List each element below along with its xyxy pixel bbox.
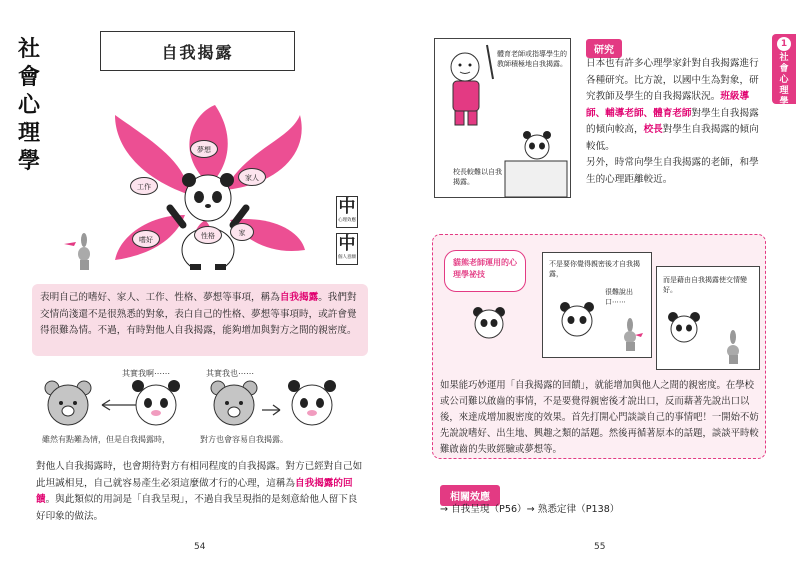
bubble-character: 性格 [194,226,222,244]
page-number-right: 55 [594,542,606,552]
bubble-dream: 夢想 [190,140,218,158]
bear-panda-illustration [40,378,340,433]
illus-label-2: 其實我也⋯⋯ [206,369,254,378]
chapter-tab: 1 社會心理學 [772,34,796,104]
kanji-box-willingness: 中 個人意願 [336,233,358,265]
panda-small-icon [466,302,516,342]
intro-paragraph: 表明自己的嗜好、家人、工作、性格、夢想等事項，稱為自我揭露。我們對交情尚淺還不是很熟悉的對象，表白自己的性格、夢想等事項時，或許會覺得很難為情。不過，有時對他人自我揭露，能夠增加與對方之間的親密度。 [32,284,368,356]
panda-thinking-icon [553,297,603,347]
page-number-left: 54 [194,542,206,552]
bubble-work: 工作 [130,177,158,195]
illus-label-1: 其實我啊⋯⋯ [122,369,170,378]
related-links[interactable]: → 自我呈現（P56）→ 熟悉定律（P138） [440,504,620,515]
kanji-box-effect: 中 心理效應 [336,196,358,228]
comic-text-1: 不是要你覺得親密後才自我揭露， [549,260,640,278]
teacher-speech: 體育老師或指導學生的教師積極地自我揭露。 [497,50,567,68]
principal-speech: 校長較難以自我揭露。 [453,168,502,186]
bubble-family: 家人 [238,168,266,186]
panda-rabbit-friends-icon [663,307,755,367]
illus-caption-2: 對方也會容易自我揭露。 [200,435,288,444]
bubble-hobby: 嗜好 [132,230,160,248]
rabbit-icon [62,232,98,272]
research-paragraph: 日本也有許多心理學家針對自我揭露進行各種研究。比方說，以國中生為對象，研究教師及學生的自我揭露狀況。班級導師、輔導老師、體育老師對學生自我揭露的傾向較高，校長對學生自我揭露的傾向較低。 另外，時常向學生自我揭露的老師，和學生的心理距離較近。 [586,58,759,185]
related-label: 相關效應 [440,485,500,506]
tip-title: 貓熊老師運用的心理學祕技 [444,250,526,292]
comic-panel-1 [542,252,652,358]
comic-text-2: 很難說出口⋯⋯ [605,288,633,306]
tip-body: 如果能巧妙運用「自我揭露的回饋」，就能增加與他人之間的親密度。在學校或公司難以啟齒的事情，不是要覺得親密後才說出口，反而藉著先說出口以後，來達成增加親密度的效果。首先打開心門談談自己的事情吧！一開始不妨先說說嗜好、出生地、興趣之類的話題。然後再循著原本的話題，談談平時較難啟齒的失敗經驗或夢想等。 [440,380,759,455]
rabbit-small-icon [615,317,645,353]
body-paragraph: 對他人自我揭露時，也會期待對方有相同程度的自我揭露。對方已經對自己如此坦誠相見，自己就容易產生必須這麼做才行的心理，這稱為自我揭露的回饋。與此類似的用詞是「自我呈現」，不過自我呈現指的是刻意給他人留下良好印象的做法。 [36,461,363,522]
teacher-illustration [434,38,571,198]
page-title: 自我揭露 [100,31,295,71]
bubble-home: 家 [230,223,254,241]
spine-title: 社會心理學 [17,37,40,174]
comic-panel-2 [656,266,760,370]
comic-text-3: 而是藉由自我揭露使交情變好。 [663,276,747,294]
research-label: 研究 [586,38,622,58]
illus-caption-1: 雖然有點難為情，但是自我揭露時， [42,435,170,444]
